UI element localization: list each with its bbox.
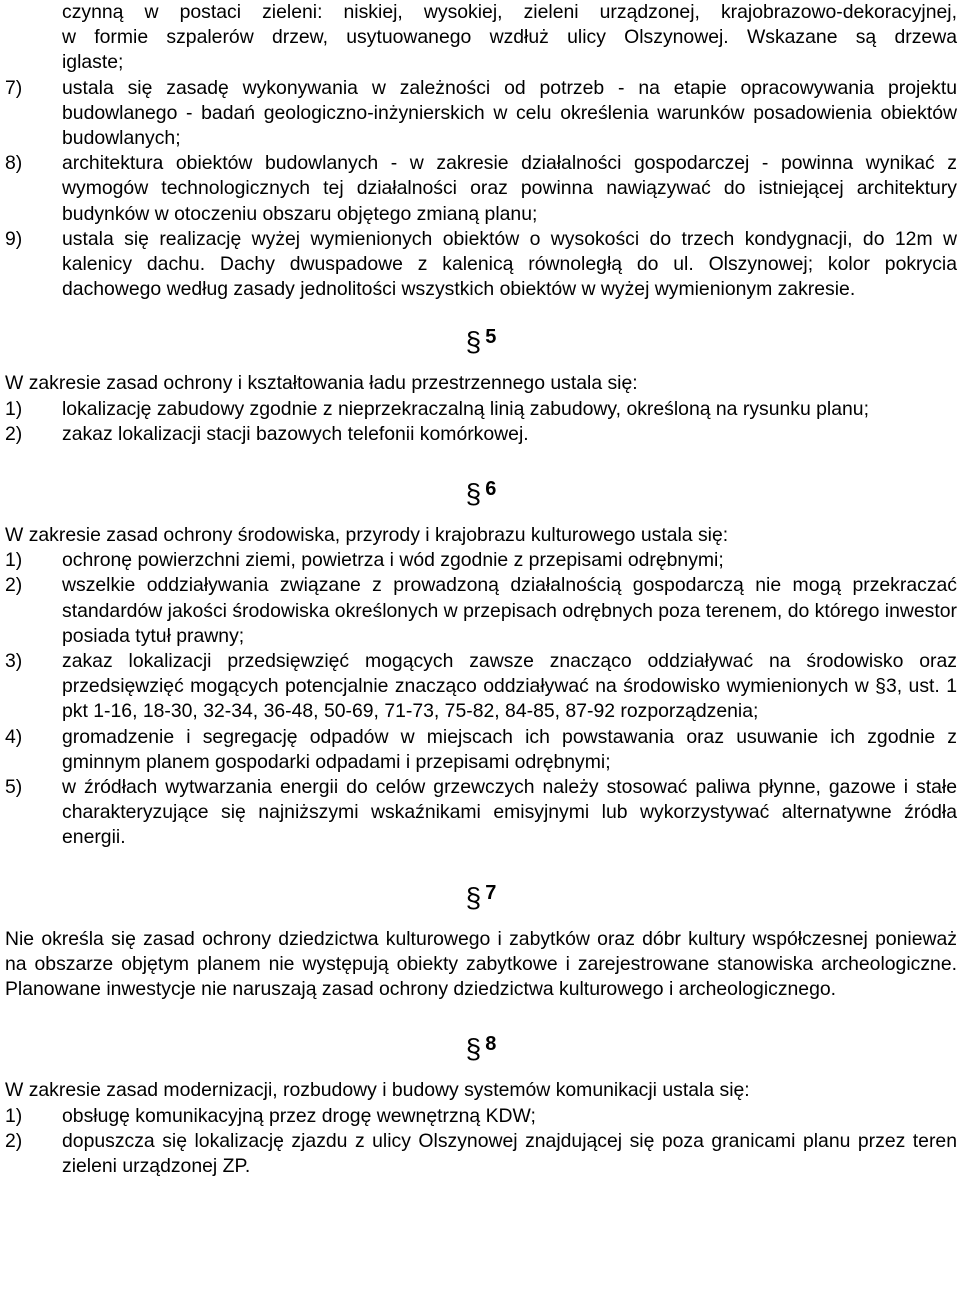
section-heading xyxy=(5,325,957,358)
item-number: 2) xyxy=(5,574,23,597)
item-text: zakaz lokalizacji stacji bazowych telefonii komórkowej. xyxy=(62,422,529,445)
item-number: 7) xyxy=(5,76,23,99)
section-heading xyxy=(5,1032,957,1065)
item-text: wszelkie oddziaływania związane z prowadzoną działalnością gospodarczą nie mogą przekraczać standardów jakości środowiska określonych w przepisach odrębnych poza terenem, do którego inwestor posiada tytuł prawny; xyxy=(62,574,957,647)
item-number: 3) xyxy=(5,650,23,673)
item-number: 4) xyxy=(5,725,23,748)
item-text: obsługę komunikacyjną przez drogę wewnętrzną KDW; xyxy=(62,1104,536,1127)
section-paragraph: Nie określa się zasad ochrony dziedzictwa kulturowego i zabytków oraz dóbr kultury współczesnej ponieważ na obszarze objętym planem nie występują obiekty zabytkowe i zarejestrowane stanowiska archeologiczne. Planowane inwestycje nie naruszają zasad ochrony dziedzictwa kulturowego i archeologicznego. xyxy=(5,927,957,1001)
section-intro: W zakresie zasad modernizacji, rozbudowy i budowy systemów komunikacji ustala się: xyxy=(5,1079,750,1102)
item-text: lokalizację zabudowy zgodnie z nieprzekraczalną linią zabudowy, określoną na rysunku planu; xyxy=(62,397,869,420)
section-symbol: § xyxy=(465,326,482,358)
list-item xyxy=(5,775,957,851)
list-item xyxy=(5,397,957,422)
item-text: dopuszcza się lokalizację zjazdu z ulicy Olszynowej znajdującej się poza granicami planu przez teren zieleni urządzonej ZP. xyxy=(62,1129,957,1177)
item-number: 2) xyxy=(5,422,23,445)
list-item xyxy=(5,573,957,649)
section-symbol: § xyxy=(465,1033,482,1065)
section-heading xyxy=(5,477,957,510)
item-text: architektura obiektów budowlanych - w zakresie działalności gospodarczej - powinna wynikać z wymogów technologicznych tej działalności oraz powinna nawiązywać do istniejącej architektury budynków w otoczeniu obszaru objętego zmianą planu; xyxy=(62,152,957,225)
section-number: 5 xyxy=(485,326,497,349)
text-line: iglaste; xyxy=(62,51,124,74)
item-text: zakaz lokalizacji przedsięwzięć mogących zawsze znacząco oddziaływać na środowisko oraz przedsięwzięć mogących potencjalnie znacząco oddziaływać na środowisko wymienionych w §3, ust. 1 pkt 1-16, 18-30, 32-34, 36-48, 50-69, 71-73, 75-82, 84-85, 87-92 rozporządzenia; xyxy=(62,650,957,723)
list-item xyxy=(5,725,957,775)
list-item xyxy=(5,76,957,152)
item-number: 8) xyxy=(5,152,23,175)
item-number: 2) xyxy=(5,1129,23,1152)
section-heading xyxy=(5,881,957,913)
list-item xyxy=(5,151,957,227)
item-text: w źródłach wytwarzania energii do celów grzewczych należy stosować paliwa płynne, gazowe i stałe charakteryzujące się najniższymi wskaźnikami emisyjnymi lub wykorzystywać alternatywne źródła energii. xyxy=(62,776,957,849)
section-intro: W zakresie zasad ochrony środowiska, przyrody i krajobrazu kulturowego ustala się: xyxy=(5,524,729,547)
item-number: 5) xyxy=(5,776,23,799)
list-item xyxy=(5,1104,957,1129)
item-number: 1) xyxy=(5,549,23,572)
list-item xyxy=(5,422,957,447)
section-number: 6 xyxy=(485,478,497,501)
text-line: czynną w postaci zieleni: niskiej, wysokiej, zieleni urządzonej, krajobrazowo-dekoracyjnej, xyxy=(62,1,957,23)
section-intro: W zakresie zasad ochrony i kształtowania ładu przestrzennego ustala się: xyxy=(5,372,638,395)
section-number: 7 xyxy=(485,881,497,904)
item-number: 1) xyxy=(5,397,23,420)
section-symbol: § xyxy=(465,881,482,913)
item-text: ochronę powierzchni ziemi, powietrza i wód zgodnie z przepisami odrębnymi; xyxy=(62,549,724,572)
section-symbol: § xyxy=(465,478,482,510)
continued-paragraph xyxy=(5,0,957,76)
list-item xyxy=(5,227,957,303)
item-text: ustala się realizację wyżej wymienionych obiektów o wysokości do trzech kondygnacji, do 12m w kalenicy dachu. Dachy dwuspadowe z kalenicą równoległą do ul. Olszynowej; kolor pokrycia dachowego według zasady jednolitości wszystkich obiektów w wyżej wymienionym zakresie. xyxy=(62,227,957,301)
text-line: w formie szpalerów drzew, usytuowanego wzdłuż ulicy Olszynowej. Wskazane są drzewa xyxy=(62,26,957,49)
item-text: ustala się zasadę wykonywania w zależności od potrzeb - na etapie opracowywania projektu budowlanego - badań geologiczno-inżynierskich w celu określenia warunków posadowienia obiektów budowlanych; xyxy=(62,76,957,150)
item-text: gromadzenie i segregację odpadów w miejscach ich powstawania oraz usuwanie ich zgodnie z gminnym planem gospodarki odpadami i przepisami odrębnymi; xyxy=(62,725,957,773)
document-page xyxy=(5,0,957,1179)
list-item xyxy=(5,1129,957,1179)
section-number: 8 xyxy=(485,1033,497,1056)
list-item xyxy=(5,649,957,725)
item-number: 9) xyxy=(5,227,23,250)
item-number: 1) xyxy=(5,1104,23,1127)
list-item xyxy=(5,548,957,573)
